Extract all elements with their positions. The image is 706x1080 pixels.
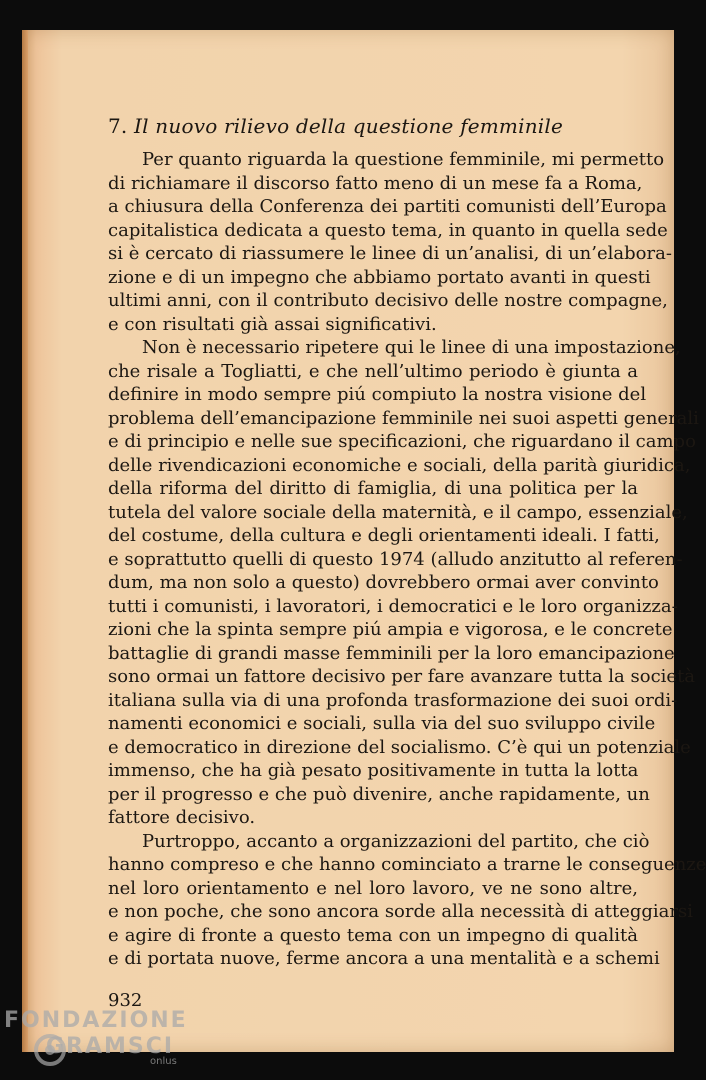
text-line: tutela del valore sociale della maternità, e il campo, essenziale,	[108, 501, 688, 523]
text-line: ultimi anni, con il contributo decisivo delle nostre compagne,	[108, 290, 668, 311]
text-line: hanno compreso e che hanno cominciato a trarne le conseguenze	[108, 854, 706, 875]
text-line: e agire di fronte a questo tema con un impegno di qualità	[108, 924, 638, 946]
text-line: e democratico in direzione del socialismo. C’è qui un potenziale	[108, 736, 691, 758]
text-line: e non poche, che sono ancora sorde alla necessità di atteggiarsi	[108, 901, 693, 922]
text-line: immenso, che ha già pesato positivamente in tutta la lotta	[108, 760, 639, 781]
text-line: Purtroppo, accanto a organizzazioni del partito, che ciò	[142, 830, 650, 852]
text-line: tutti i comunisti, i lavoratori, i democratici e le loro organizza-	[108, 595, 678, 617]
text-line: capitalistica dedicata a questo tema, in quanto in quella sede	[108, 219, 668, 241]
text-line: battaglie di grandi masse femminili per la loro emancipazione	[108, 642, 675, 664]
page-gutter-edge	[22, 30, 28, 1052]
text-line: problema dell’emancipazione femminile nei suoi aspetti generali	[108, 407, 699, 429]
text-line: e con risultati già assai significativi.	[108, 313, 437, 335]
text-line: che risale a Togliatti, e che nell’ultimo periodo è giunta a	[108, 360, 638, 382]
fondazione-gramsci-watermark	[4, 1006, 188, 1076]
text-line: definire in modo sempre piú compiuto la nostra visione del	[108, 384, 647, 405]
text-line: zioni che la spinta sempre piú ampia e vigorosa, e le concrete	[108, 619, 673, 640]
text-line: italiana sulla via di una profonda trasformazione dei suoi ordi-	[108, 689, 678, 711]
text-line: sono ormai un fattore decisivo per fare avanzare tutta la società	[108, 666, 696, 687]
text-line: fattore decisivo.	[108, 807, 256, 828]
watermark-line2: GRAMSCI	[46, 1034, 175, 1059]
text-line: di richiamare il discorso fatto meno di un mese fa a Roma,	[108, 172, 643, 194]
section-heading	[108, 114, 638, 138]
text-line: si è cercato di riassumere le linee di un’analisi, di un’elabora-	[108, 243, 672, 264]
text-line: del costume, della cultura e degli orientamenti ideali. I fatti,	[108, 525, 660, 546]
text-line: e di principio e nelle sue specificazioni, che riguardano il campo	[108, 431, 696, 452]
section-title: Il nuovo rilievo della questione femminile	[134, 114, 564, 138]
text-line: Per quanto riguarda la questione femminile, mi permetto	[142, 149, 665, 170]
text-line: namenti economici e sociali, sulla via del suo sviluppo civile	[108, 713, 656, 734]
section-number: 7.	[108, 114, 128, 138]
text-line: per il progresso e che può divenire, anche rapidamente, un	[108, 783, 650, 805]
text-line: dum, ma non solo a questo) dovrebbero ormai aver convinto	[108, 572, 659, 593]
watermark-suffix: onlus	[150, 1056, 177, 1067]
text-line: della riforma del diritto di famiglia, di una politica per la	[108, 478, 638, 499]
body-text	[108, 148, 706, 971]
text-line: a chiusura della Conferenza dei partiti comunisti dell’Europa	[108, 196, 667, 217]
text-line: delle rivendicazioni economiche e sociali, della parità giuridica,	[108, 454, 691, 476]
text-line: Non è necessario ripetere qui le linee di una impostazione,	[142, 337, 681, 358]
text-line: e di portata nuove, ferme ancora a una mentalità e a schemi	[108, 948, 660, 969]
page-number: 932	[108, 990, 143, 1011]
text-line: e soprattutto quelli di questo 1974 (alludo anzitutto al referen-	[108, 548, 683, 570]
text-line: nel loro orientamento e nel loro lavoro, ve ne sono altre,	[108, 877, 638, 899]
watermark-line1: FONDAZIONE	[4, 1008, 188, 1033]
text-line: zione e di un impegno che abbiamo portato avanti in questi	[108, 266, 651, 288]
